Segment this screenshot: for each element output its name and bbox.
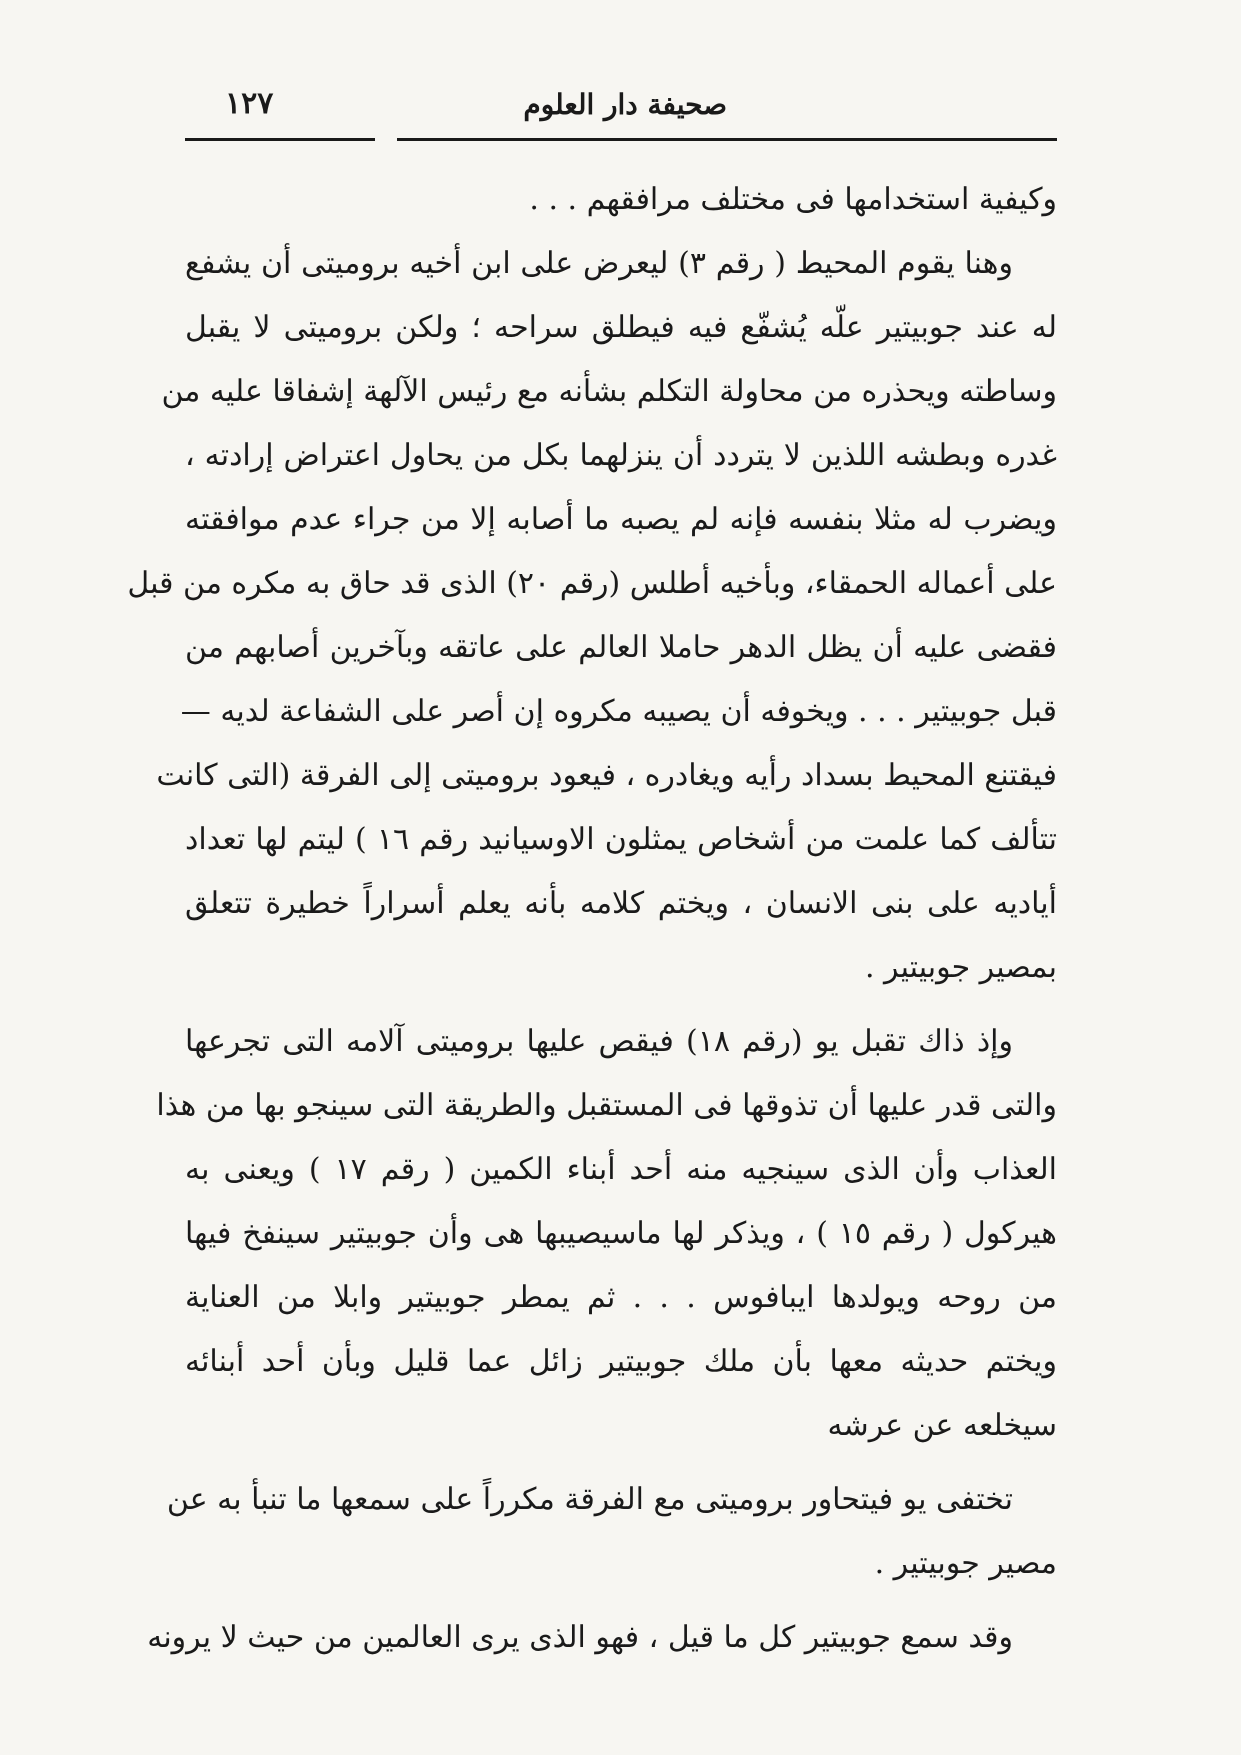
text-line: العذاب وأن الذى سينجيه منه أحد أبناء الكمين ( رقم ١٧ ) ويعنى به [185, 1152, 1057, 1187]
text-line: له عند جوبيتير علّه يُشفّع فيه فيطلق سراحه ؛ ولكن بروميتى لا يقبل [185, 310, 1057, 345]
paragraph [156, 1010, 1057, 1458]
text-line: تختفى يو فيتحاور بروميتى مع الفرقة مكرراً على سمعها ما تنبأ به عن [166, 1482, 1013, 1517]
header-rule-left [185, 138, 375, 141]
paragraph [185, 168, 1057, 232]
text-line: والتى قدر عليها أن تذوقها فى المستقبل والطريقة التى سينجو بها من هذا [156, 1088, 1057, 1123]
paragraph [127, 232, 1058, 1000]
text-line: وقد سمع جوبيتير كل ما قيل ، فهو الذى يرى العالمين من حيث لا يرونه [147, 1620, 1013, 1655]
text-line: فقضى عليه أن يظل الدهر حاملا العالم على عاتقه وبآخرين أصابهم من [185, 630, 1057, 665]
running-title: صحيفة دار العلوم [523, 88, 727, 121]
text-line: على أعماله الحمقاء، وبأخيه أطلس (رقم ٢٠) الذى قد حاق به مكره من قبل [127, 566, 1057, 601]
text-line: قبل جوبيتير . . . ويخوفه أن يصيبه مكروه إن أصر على الشفاعة لديه — [180, 694, 1057, 729]
document-page [127, 80, 1058, 1700]
paragraph-gap [185, 1000, 1057, 1010]
text-line: هيركول ( رقم ١٥ ) ، ويذكر لها ماسيصيبها هى وأن جوبيتير سينفخ فيها [185, 1216, 1057, 1251]
body-text [127, 168, 1058, 1670]
page-number: ١٢٧ [225, 86, 274, 121]
text-line: أياديه على بنى الانسان ، ويختم كلامه بأنه يعلم أسراراً خطيرة تتعلق [185, 886, 1057, 921]
text-line: وإذ ذاك تقبل يو (رقم ١٨) فيقص عليها بروميتى آلامه التى تجرعها [185, 1024, 1013, 1059]
text-line: سيخلعه عن عرشه [827, 1408, 1057, 1443]
paragraph [166, 1468, 1057, 1596]
text-line: بمصير جوبيتير . [864, 950, 1057, 985]
text-line: فيقتنع المحيط بسداد رأيه ويغادره ، فيعود بروميتى إلى الفرقة (التى كانت [156, 758, 1057, 793]
paragraph-gap [185, 1596, 1057, 1606]
paragraph-gap [185, 1458, 1057, 1468]
text-line: وهنا يقوم المحيط ( رقم ٣) ليعرض على ابن أخيه بروميتى أن يشفع [185, 246, 1013, 281]
text-line: ويضرب له مثلا بنفسه فإنه لم يصبه ما أصابه إلا من جراء عدم موافقته [185, 502, 1057, 537]
header-rule-right [397, 138, 1057, 141]
text-line: وكيفية استخدامها فى مختلف مرافقهم . . . [529, 182, 1057, 217]
text-line: مصير جوبيتير . [874, 1546, 1057, 1581]
text-line: ويختم حديثه معها بأن ملك جوبيتير زائل عما قليل وبأن أحد أبنائه [185, 1344, 1057, 1379]
text-line: غدره وبطشه اللذين لا يتردد أن ينزلهما بكل من يحاول اعتراض إرادته ، [185, 438, 1057, 473]
paragraph [147, 1606, 1057, 1670]
text-line: تتألف كما علمت من أشخاص يمثلون الاوسيانيد رقم ١٦ ) ليتم لها تعداد [185, 822, 1058, 857]
page-header [185, 80, 1057, 140]
text-line: من روحه ويولدها ايبافوس . . . ثم يمطر جوبيتير وابلا من العناية [185, 1280, 1057, 1315]
text-line: وساطته ويحذره من محاولة التكلم بشأنه مع رئيس الآلهة إشفاقا عليه من [161, 374, 1057, 409]
